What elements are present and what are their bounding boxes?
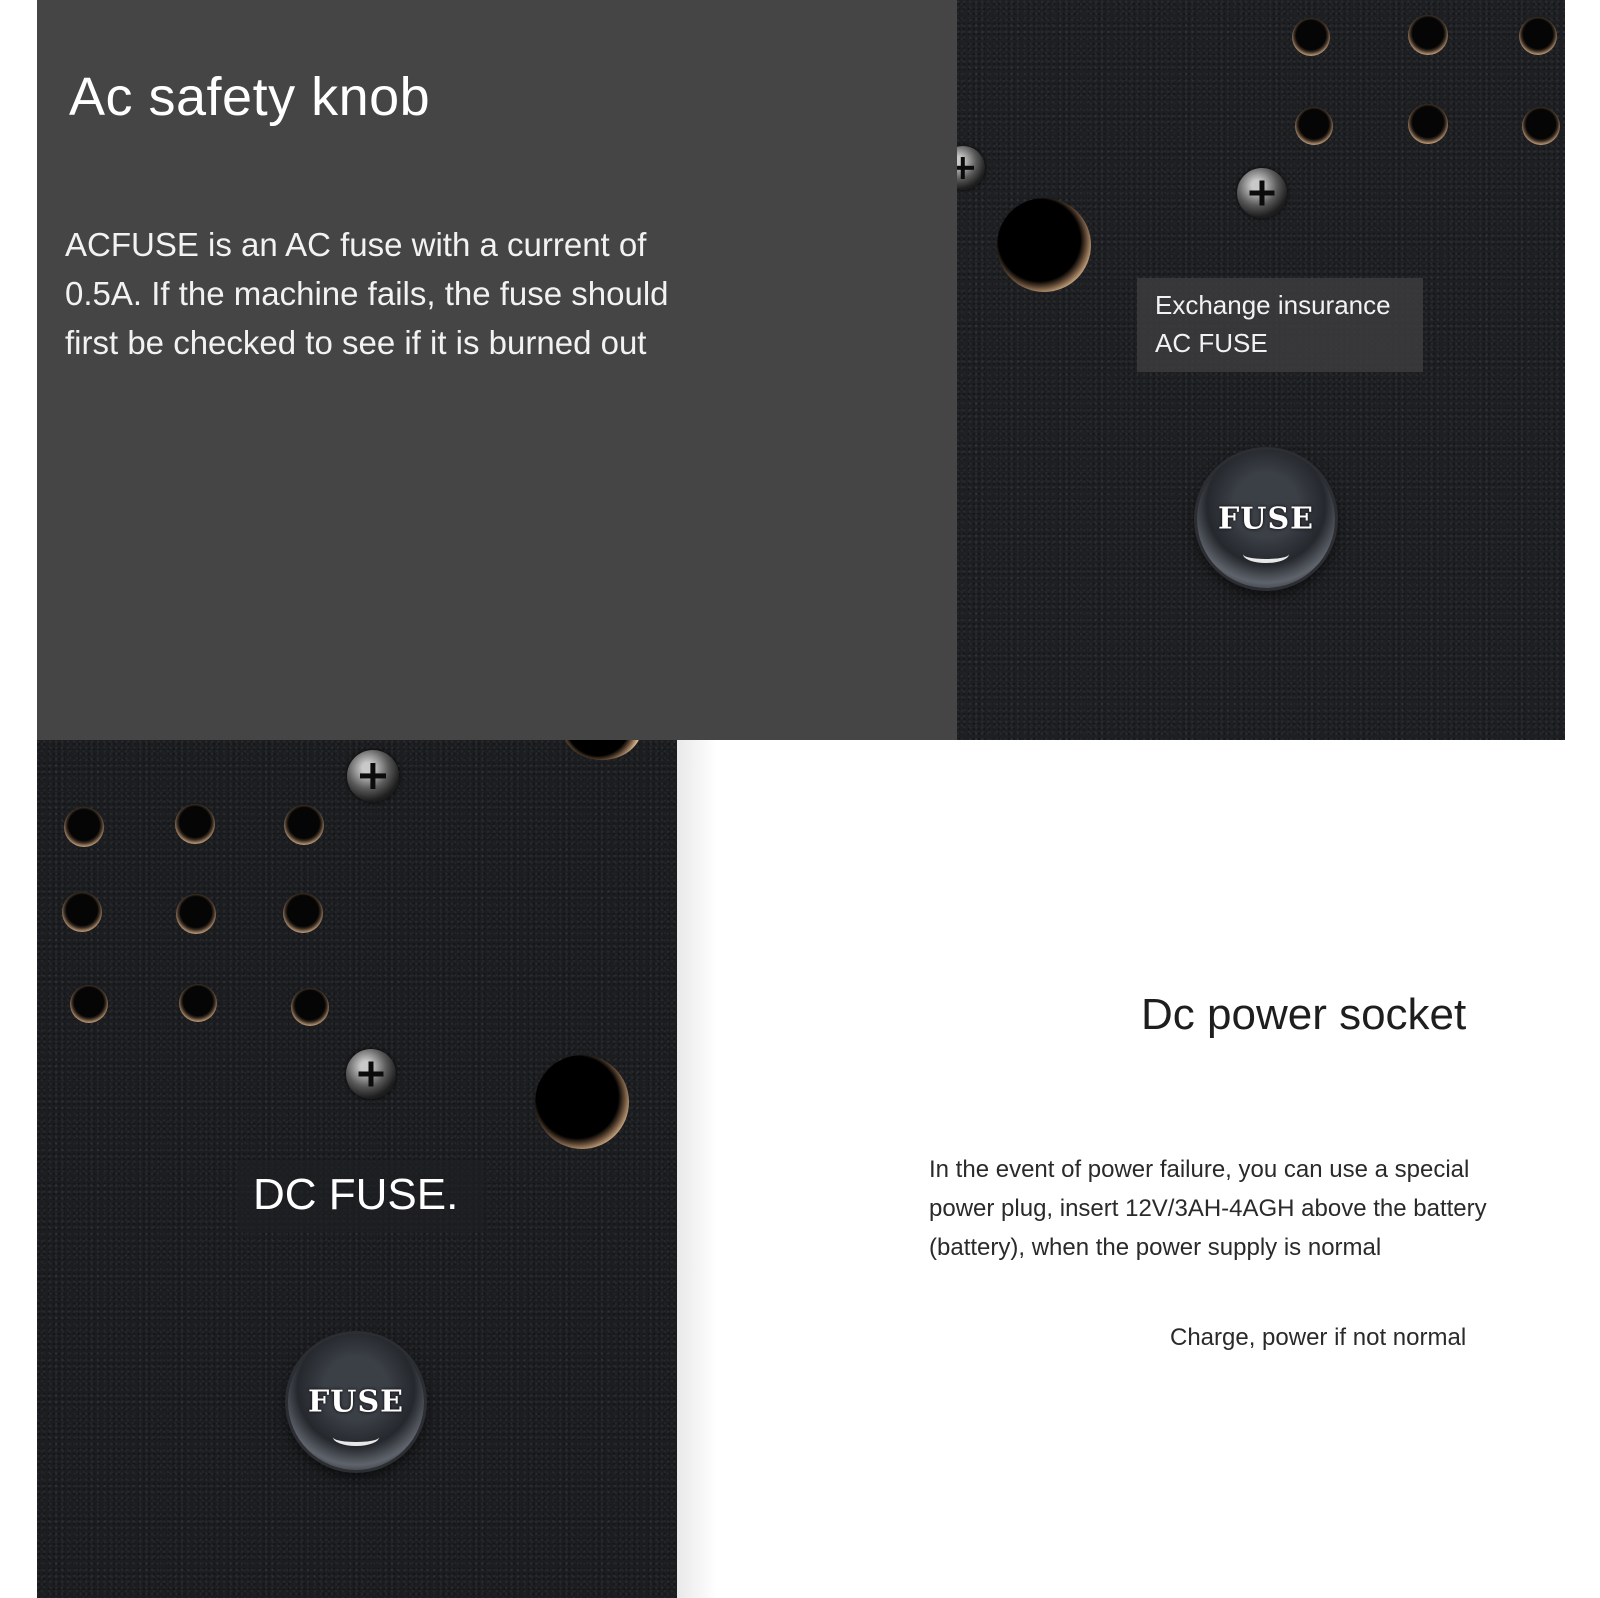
vent-hole <box>70 985 108 1023</box>
dc-section-description: In the event of power failure, you can use a special power plug, insert 12V/3AH-4AGH above the battery (battery), when the power supply is normal <box>929 1156 1487 1261</box>
vent-hole <box>283 893 323 933</box>
dc-fuse-holder <box>288 1334 424 1470</box>
ac-fuse-label: FUSE <box>1218 501 1314 537</box>
vent-hole <box>62 892 102 932</box>
vent-hole <box>1408 104 1448 144</box>
ac-socket-hole <box>997 198 1091 292</box>
vent-hole <box>176 894 216 934</box>
vent-hole <box>179 984 217 1022</box>
dc-fuse-label: FUSE <box>308 1384 404 1420</box>
vent-hole <box>64 807 104 847</box>
vent-hole <box>175 804 215 844</box>
dc-section-title: Dc power socket <box>1141 990 1467 1039</box>
vent-hole <box>284 805 324 845</box>
dc-fuse-photo <box>37 740 677 1598</box>
vent-hole <box>1408 15 1448 55</box>
vent-hole <box>291 988 329 1026</box>
ac-info-panel <box>37 0 957 740</box>
dc-fuse-callout: DC FUSE. <box>237 1160 484 1232</box>
ac-section-description: ACFUSE is an AC fuse with a current of 0.5A. If the machine fails, the fuse should first be checked to see if it is burned out <box>65 226 669 361</box>
vent-hole <box>1295 107 1333 145</box>
vent-hole <box>1522 107 1560 145</box>
ac-section-title: Ac safety knob <box>69 67 431 127</box>
dc-info-panel <box>677 740 1565 1598</box>
ac-fuse-holder <box>1197 450 1335 588</box>
screw-icon <box>1237 168 1287 218</box>
screw-icon <box>957 146 985 190</box>
vent-hole <box>1519 17 1557 55</box>
vent-hole <box>1292 18 1330 56</box>
ac-fuse-photo <box>957 0 1565 740</box>
ac-fuse-callout: Exchange insurance AC FUSE <box>1137 278 1423 372</box>
dc-section-note: Charge, power if not normal <box>1170 1324 1467 1351</box>
dc-socket-hole <box>535 1055 629 1149</box>
screw-icon <box>347 750 399 802</box>
screw-icon <box>346 1049 396 1099</box>
socket-hole-edge <box>562 740 642 760</box>
